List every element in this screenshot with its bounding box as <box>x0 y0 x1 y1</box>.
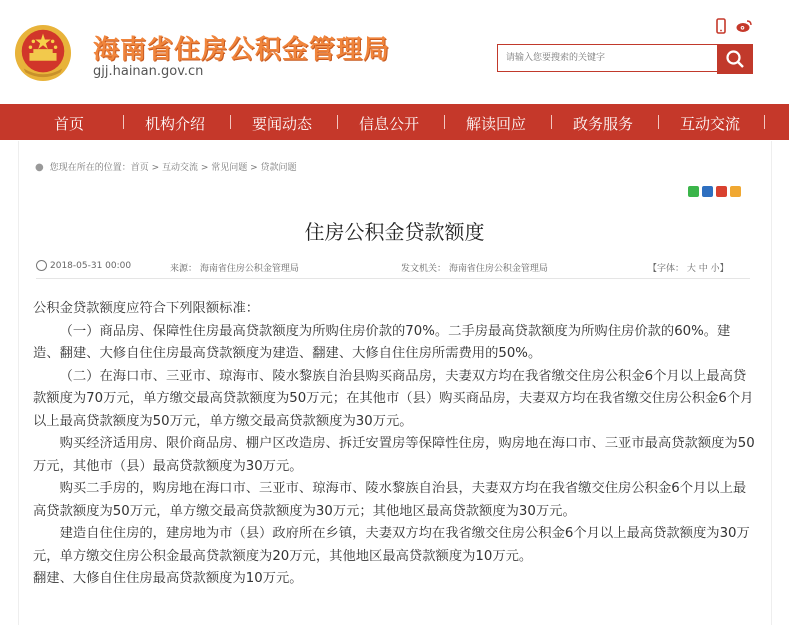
wechat-icon[interactable] <box>688 186 699 197</box>
font-size-switcher[interactable]: 【字体： 大 中 小】 <box>648 264 729 274</box>
paragraph: （一）商品房、保障性住房最高贷款额度为所购住房价款的70%。二手房最高贷款额度为所购住房价款的60%。建造、翻建、大修自住住房最高贷款额度为建造、翻建、大修自住住房所需费用的50%。 <box>33 323 731 361</box>
people-icon[interactable] <box>702 186 713 197</box>
search-input[interactable] <box>497 44 717 72</box>
nav-item-home[interactable]: 首页 <box>54 115 85 133</box>
national-emblem-icon <box>14 24 72 82</box>
nav-item-news[interactable]: 要闻动态 <box>252 115 313 133</box>
nav-item-about[interactable]: 机构介绍 <box>145 115 206 133</box>
paragraph: （二）在海口市、三亚市、琼海市、陵水黎族自治县购买商品房，夫妻双方均在我省缴交住房公积金6个月以上最高贷款额度为70万元，单方缴交最高贷款额度为50万元；在其他市（县）购买商品房，夫妻双方均在我省缴交住房公积金6个月以上最高贷款额度为50万元，单方缴交最高贷款额度为30万元。 <box>33 368 754 429</box>
breadcrumb <box>35 160 297 173</box>
location-pin-icon: ● <box>35 162 44 173</box>
article-title: 住房公积金贷款额度 <box>304 220 485 244</box>
nav-item-interpretation[interactable]: 解读回应 <box>466 115 527 133</box>
clock-icon <box>36 260 47 271</box>
site-header <box>0 0 789 104</box>
main-nav <box>0 104 789 140</box>
share-bar <box>688 186 741 197</box>
paragraph: 购买二手房的，购房地在海口市、三亚市、琼海市、陵水黎族自治县，夫妻双方均在我省缴交住房公积金6个月以上最高贷款额度为50万元，单方缴交最高贷款额度为30万元；其他地区最高贷款额度为30万元。 <box>33 481 747 519</box>
nav-separator <box>551 115 552 129</box>
article-source: 来源： 海南省住房公积金管理局 <box>170 264 299 274</box>
nav-separator <box>764 115 765 129</box>
site-title[interactable]: 海南省住房公积金管理局 <box>93 35 391 65</box>
top-icons <box>716 18 752 38</box>
paragraph: 购买经济适用房、限价商品房、棚户区改造房、拆迁安置房等保障性住房，购房地在海口市、三亚市最高贷款额度为50万元，其他市（县）最高贷款额度为30万元。 <box>33 436 755 474</box>
nav-separator <box>123 115 124 129</box>
nav-separator <box>658 115 659 129</box>
article-meta <box>36 258 750 279</box>
breadcrumb-text[interactable]: 您现在所在的位置：首页 > 互动交流 > 常见问题 > 贷款问题 <box>49 163 297 173</box>
paragraph: 建造自住住房的，建房地为市（县）政府所在乡镇，夫妻双方均在我省缴交住房公积金6个月以上最高贷款额度为30万元，单方缴交住房公积金最高贷款额度为20万元，其他地区最高贷款额度为10万元。 <box>33 526 750 564</box>
paragraph: 翻建、大修自住住房最高贷款额度为10万元。 <box>33 571 303 586</box>
search-button[interactable] <box>717 44 753 74</box>
qzone-icon[interactable] <box>730 186 741 197</box>
mobile-icon[interactable] <box>716 18 726 38</box>
nav-separator <box>230 115 231 129</box>
paragraph: 公积金贷款额度应符合下列限额标准： <box>33 301 260 316</box>
nav-item-interaction[interactable]: 互动交流 <box>680 115 741 133</box>
nav-item-disclosure[interactable]: 信息公开 <box>359 115 420 133</box>
publish-date: 2018-05-31 00:00 <box>50 261 132 271</box>
site-domain: gjj.hainan.gov.cn <box>93 64 204 79</box>
nav-separator <box>444 115 445 129</box>
nav-separator <box>337 115 338 129</box>
article-publisher: 发文机关： 海南省住房公积金管理局 <box>401 264 548 274</box>
search-bar <box>497 44 753 74</box>
search-icon <box>725 49 745 69</box>
article-body <box>33 298 755 591</box>
weibo-icon[interactable] <box>736 18 752 38</box>
weibo-share-icon[interactable] <box>716 186 727 197</box>
nav-item-services[interactable]: 政务服务 <box>573 115 634 133</box>
